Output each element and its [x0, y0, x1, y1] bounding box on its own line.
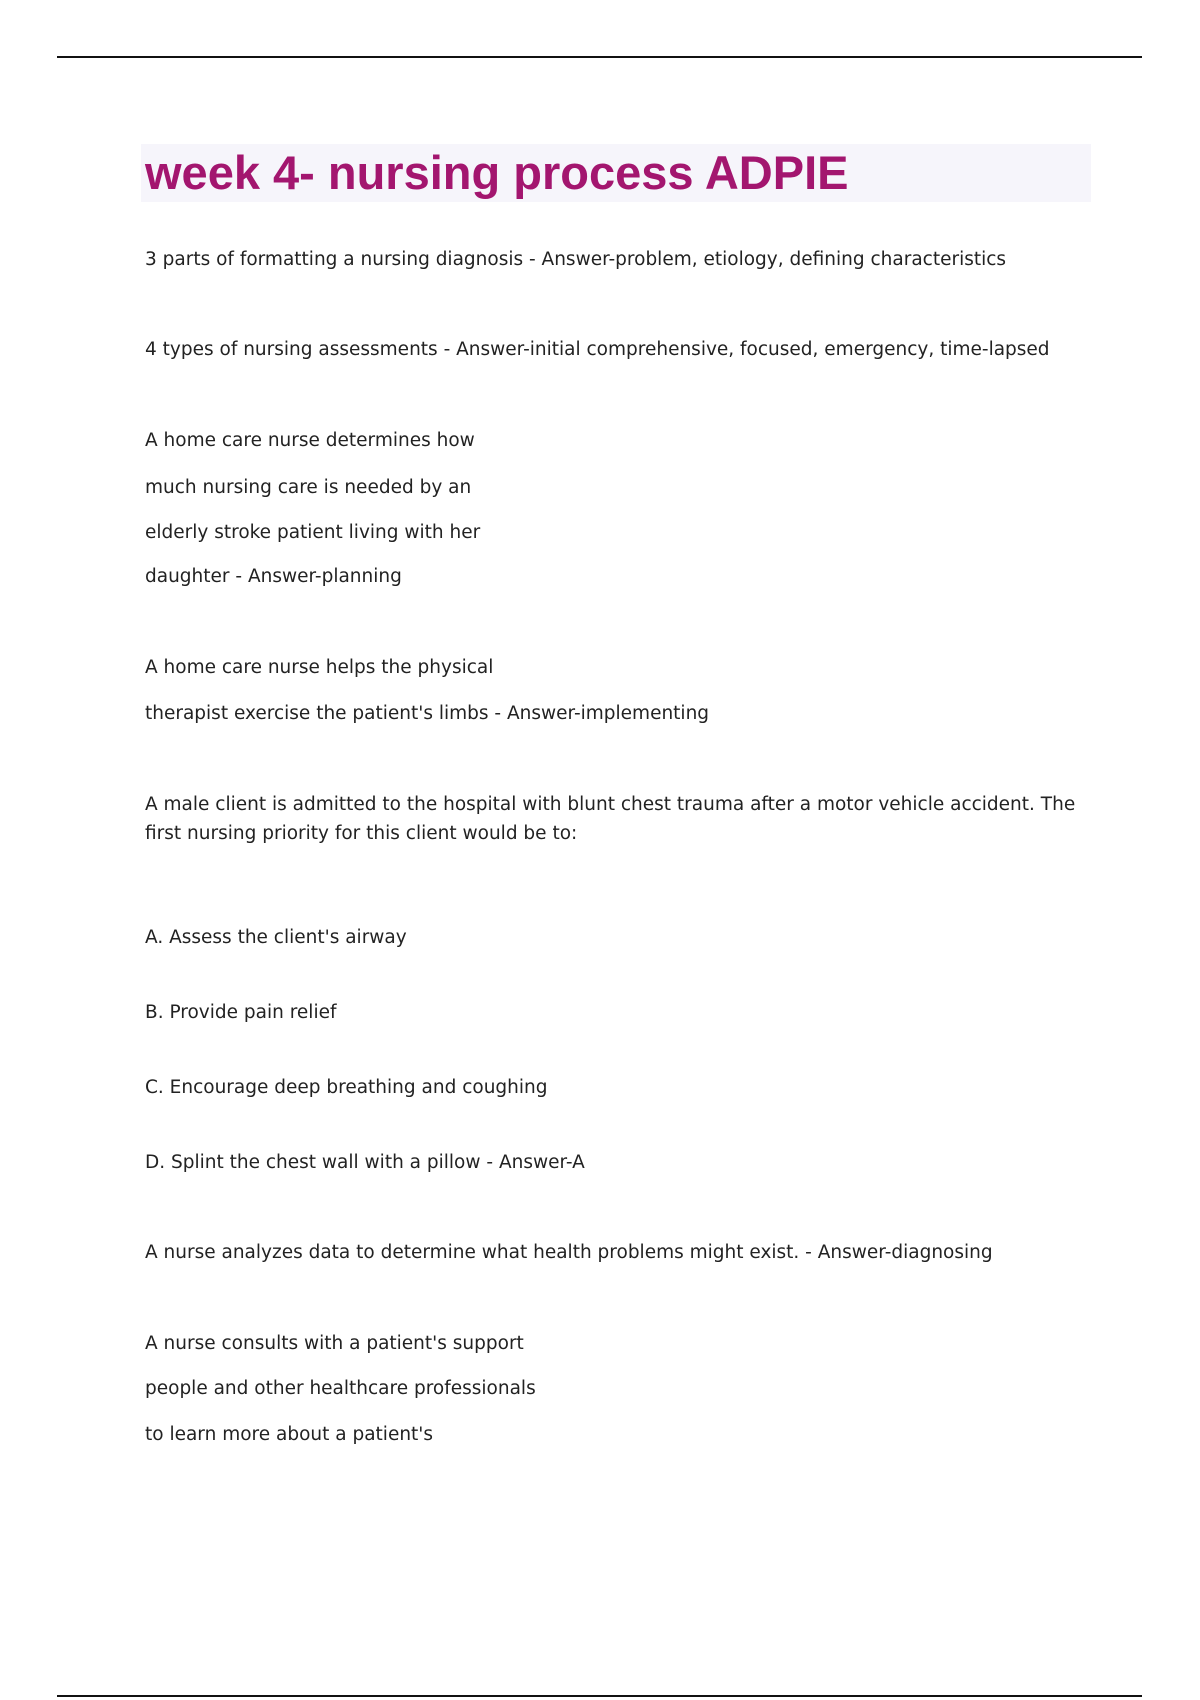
entry-planning-line: much nursing care is needed by an: [145, 477, 472, 498]
document-title: week 4- nursing process ADPIE: [145, 146, 849, 199]
entry-diagnosing: A nurse analyzes data to determine what health problems might exist. - Answer-diagnosing: [145, 1242, 993, 1263]
footer-rule: [57, 1695, 1142, 1697]
entry-nursing-diagnosis-parts: 3 parts of formatting a nursing diagnosis - Answer-problem, etiology, defining characteristics: [145, 249, 1007, 270]
header-rule: [57, 56, 1142, 58]
answer-option: C. Encourage deep breathing and coughing: [145, 1077, 548, 1098]
entry-implementing-line: therapist exercise the patient's limbs - Answer-implementing: [145, 703, 710, 724]
answer-option: B. Provide pain relief: [145, 1002, 337, 1023]
entry-consults-line: A nurse consults with a patient's support: [145, 1333, 524, 1354]
entry-consults-line: people and other healthcare professionals: [145, 1378, 536, 1399]
entry-assessment-types: 4 types of nursing assessments - Answer-initial comprehensive, focused, emergency, time-lapsed: [145, 339, 1050, 360]
entry-planning-line: elderly stroke patient living with her: [145, 522, 481, 543]
entry-implementing-line: A home care nurse helps the physical: [145, 657, 494, 678]
answer-option: A. Assess the client's airway: [145, 927, 407, 948]
answer-option: D. Splint the chest wall with a pillow - Answer-A: [145, 1152, 585, 1173]
entry-consults-line: to learn more about a patient's: [145, 1424, 434, 1445]
question-chest-trauma: A male client is admitted to the hospital with blunt chest trauma after a motor vehicle accident. The first nursing priority for this client would be to:: [145, 794, 1076, 844]
entry-planning-line: A home care nurse determines how: [145, 430, 475, 451]
entry-planning-line: daughter - Answer-planning: [145, 566, 402, 587]
